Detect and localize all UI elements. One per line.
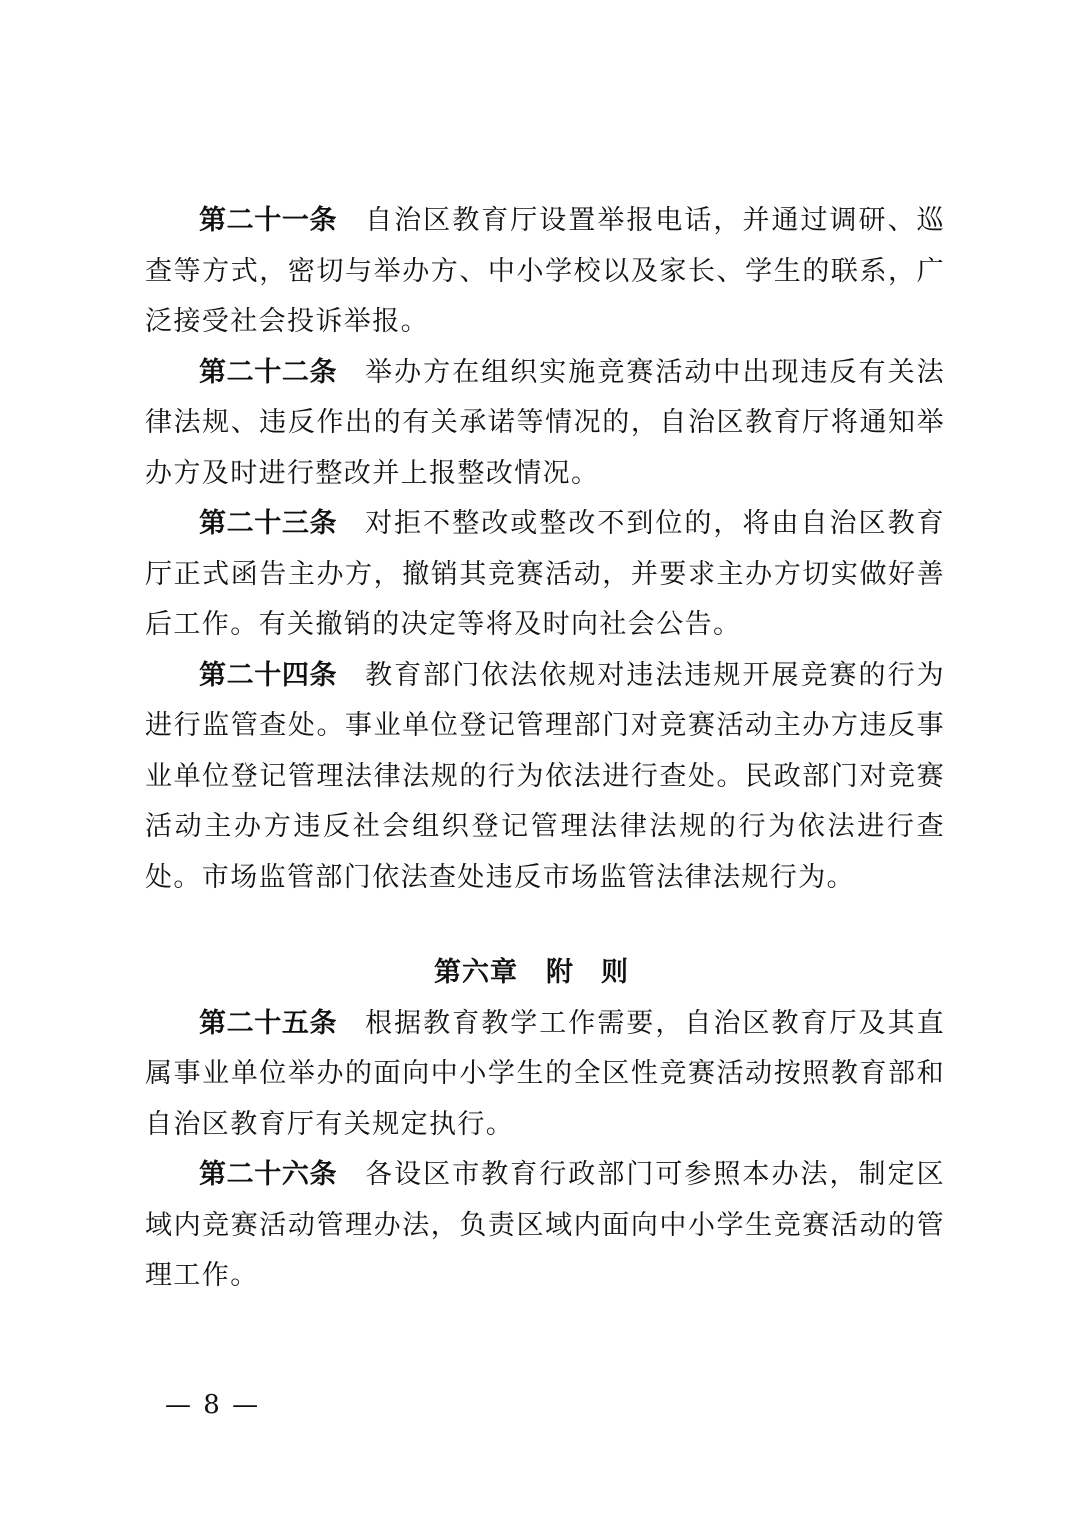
- chapter-name: 附则: [546, 957, 656, 988]
- article-21: [145, 196, 945, 348]
- article-title: 第二十一条: [199, 205, 338, 236]
- article-text: 对拒不整改或整改不到位的，将由自治区教育厅正式函告主办方，撤销其竞赛活动，并要求主办方切实做好善后工作。有关撤销的决定等将及时向社会公告。: [145, 508, 945, 640]
- chapter-number: 第六章: [434, 957, 518, 988]
- article-text: 教育部门依法依规对违法违规开展竞赛的行为进行监管查处。事业单位登记管理部门对竞赛活动主办方违反事业单位登记管理法律法规的行为依法进行查处。民政部门对竞赛活动主办方违反社会组织登记管理法律法规的行为依法进行查处。市场监管部门依法查处违反市场监管法律法规行为。: [145, 659, 945, 893]
- document-body: [145, 196, 945, 1302]
- article-title: 第二十二条: [199, 356, 338, 388]
- article-24: [145, 651, 945, 904]
- article-title: 第二十五条: [199, 1007, 338, 1039]
- article-26: [145, 1150, 945, 1302]
- page-number: — 8 —: [165, 1390, 261, 1420]
- chapter-heading: [145, 948, 945, 999]
- article-25: [145, 999, 945, 1151]
- article-22: [145, 348, 945, 500]
- article-title: 第二十四条: [199, 659, 338, 691]
- article-text: 自治区教育厅设置举报电话，并通过调研、巡查等方式，密切与举办方、中小学校以及家长、学生的联系，广泛接受社会投诉举报。: [145, 205, 945, 337]
- article-text: 各设区市教育行政部门可参照本办法，制定区域内竞赛活动管理办法，负责区域内面向中小学生竞赛活动的管理工作。: [145, 1159, 945, 1291]
- article-text: 举办方在组织实施竞赛活动中出现违反有关法律法规、违反作出的有关承诺等情况的，自治区教育厅将通知举办方及时进行整改并上报整改情况。: [145, 356, 945, 489]
- article-title: 第二十六条: [199, 1159, 338, 1190]
- article-23: [145, 499, 945, 651]
- article-text: 根据教育教学工作需要，自治区教育厅及其直属事业单位举办的面向中小学生的全区性竞赛活动按照教育部和自治区教育厅有关规定执行。: [145, 1007, 945, 1140]
- article-title: 第二十三条: [199, 508, 338, 539]
